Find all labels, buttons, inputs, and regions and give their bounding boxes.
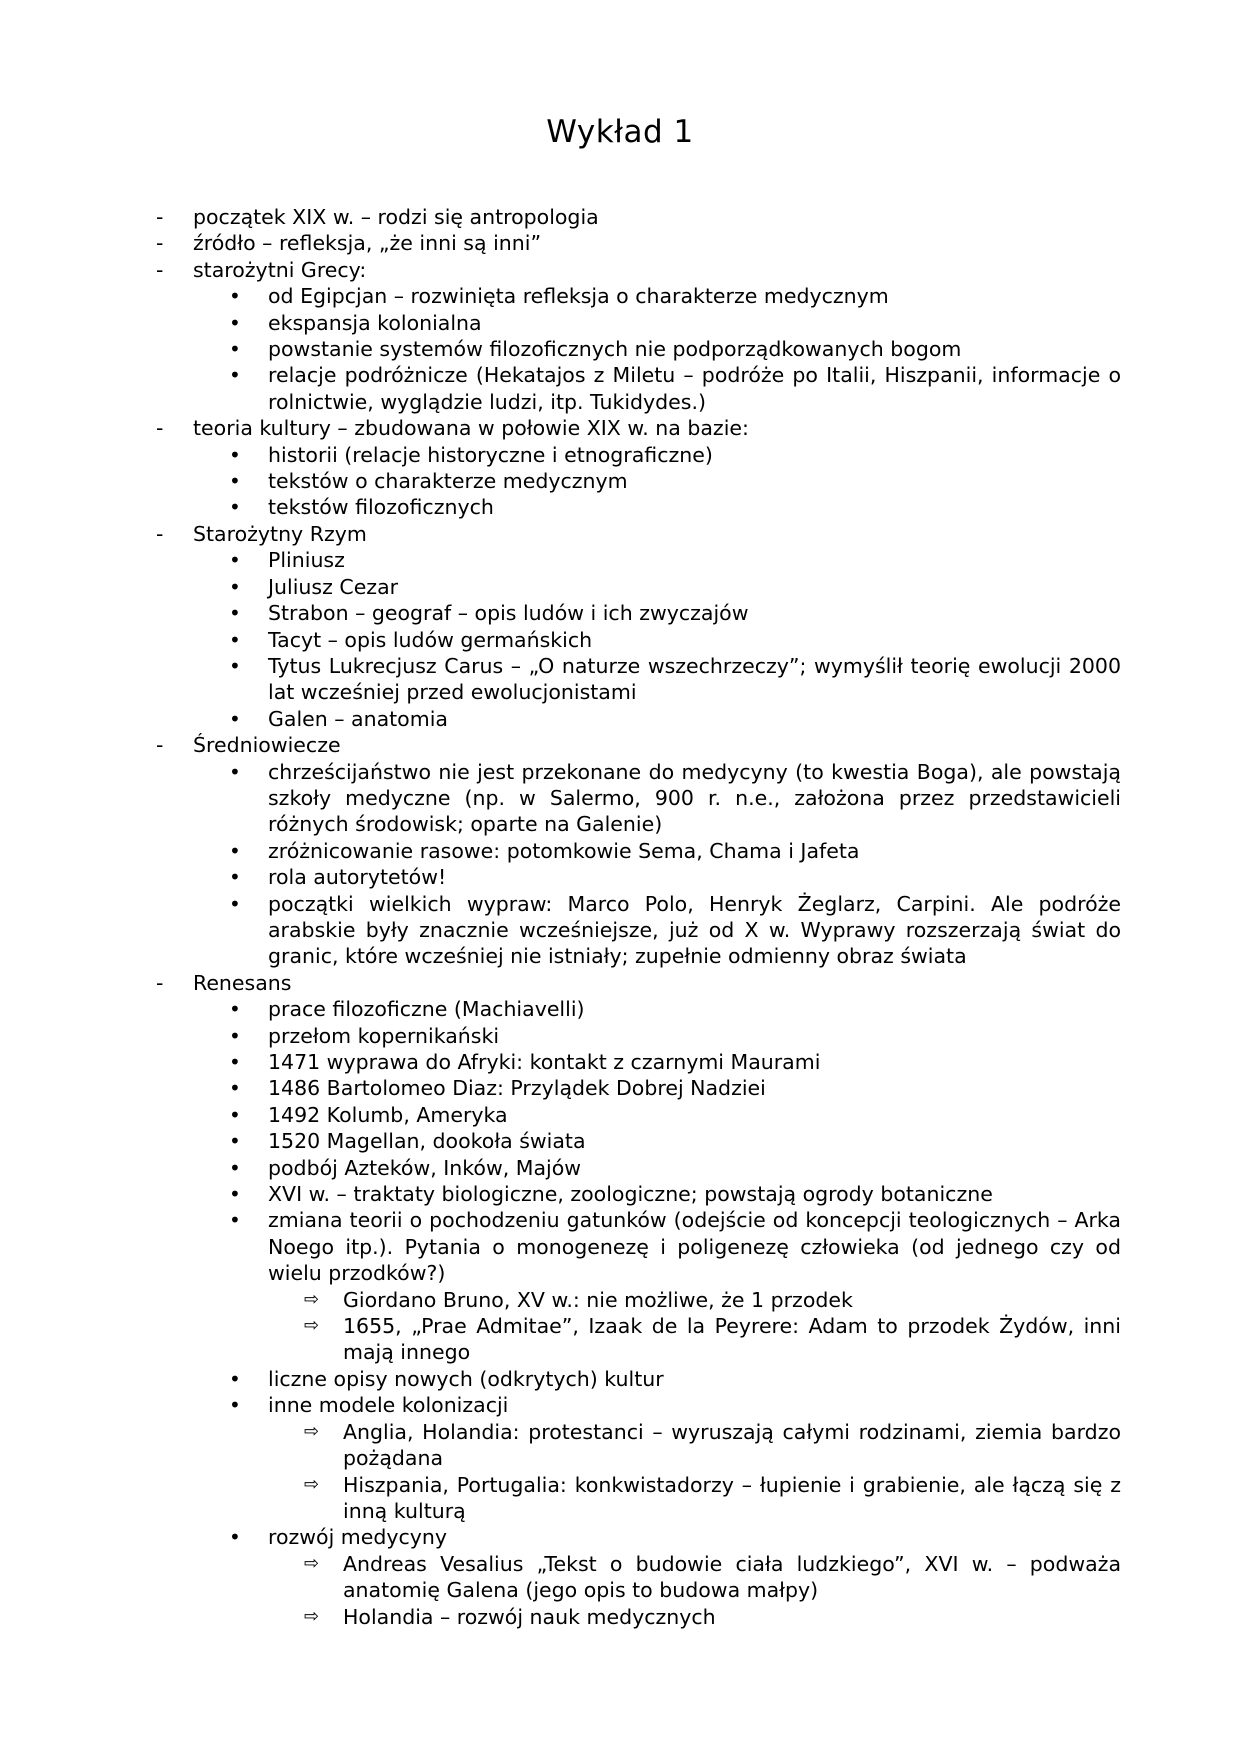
- dot-bullet-icon: •: [229, 759, 241, 784]
- dot-bullet-icon: •: [229, 1023, 241, 1048]
- outline-item-level-0: [0, 204, 1240, 230]
- dash-bullet-icon: -: [156, 205, 164, 229]
- outline-item-text: podbój Azteków, Inków, Majów: [268, 1155, 582, 1180]
- outline-item-text: początek XIX w. – rodzi się antropologia: [193, 205, 599, 229]
- outline-list: [0, 204, 1240, 1630]
- outline-item-level-1: [0, 1102, 1240, 1128]
- dot-bullet-icon: •: [229, 1076, 241, 1101]
- dash-bullet-icon: -: [156, 733, 164, 758]
- outline-item-level-0: [0, 230, 1240, 256]
- arrow-bullet-icon: ⇨: [304, 1552, 320, 1574]
- outline-item-level-1: [0, 627, 1240, 653]
- dot-bullet-icon: •: [229, 1393, 241, 1418]
- dot-bullet-icon: •: [229, 1182, 241, 1207]
- outline-item-level-2: [0, 1287, 1240, 1313]
- outline-item-text: Renesans: [193, 970, 292, 995]
- outline-item-text: ekspansja kolonialna: [268, 310, 482, 335]
- outline-item-text: Pliniusz: [268, 548, 345, 573]
- outline-item-level-1: [0, 653, 1240, 706]
- dot-bullet-icon: •: [229, 865, 241, 890]
- dot-bullet-icon: •: [229, 1050, 241, 1074]
- dot-bullet-icon: •: [229, 337, 241, 362]
- outline-item-level-1: [0, 996, 1240, 1022]
- outline-item-level-2: [0, 1313, 1240, 1366]
- outline-item-text: Starożytny Rzym: [193, 521, 367, 546]
- dot-bullet-icon: •: [229, 1102, 241, 1127]
- outline-item-text: zmiana teorii o pochodzeniu gatunków (odejście od koncepcji teologicznych – Arka Noego itp.). Pytania o monogenezę i poligenezę człowieka (od jednego czy od wielu przodków?): [268, 1208, 1121, 1286]
- outline-item-text: Tytus Lukrecjusz Carus – „O naturze wszechrzeczy”; wymyślił teorię ewolucji 2000 lat wcześniej przed ewolucjonistami: [268, 653, 1121, 705]
- outline-item-level-2: [0, 1419, 1240, 1472]
- dot-bullet-icon: •: [229, 1525, 241, 1550]
- outline-item-text: rola autorytetów!: [268, 865, 447, 890]
- arrow-bullet-icon: ⇨: [304, 1473, 320, 1495]
- outline-item-text: prace filozoficzne (Machiavelli): [268, 997, 585, 1022]
- outline-item-text: starożytni Grecy:: [193, 257, 367, 282]
- dot-bullet-icon: •: [229, 469, 241, 494]
- arrow-bullet-icon: ⇨: [304, 1315, 320, 1337]
- dash-bullet-icon: -: [156, 970, 164, 995]
- outline-item-level-1: [0, 468, 1240, 494]
- arrow-bullet-icon: ⇨: [304, 1288, 320, 1310]
- arrow-bullet-icon: ⇨: [304, 1420, 320, 1442]
- outline-item-text: liczne opisy nowych (odkrytych) kultur: [268, 1366, 664, 1391]
- outline-item-text: inne modele kolonizacji: [268, 1393, 509, 1418]
- dot-bullet-icon: •: [229, 548, 241, 573]
- outline-item-level-1: [0, 838, 1240, 864]
- dot-bullet-icon: •: [229, 838, 241, 863]
- dot-bullet-icon: •: [229, 997, 241, 1022]
- outline-item-level-1: [0, 283, 1240, 309]
- outline-item-text: od Egipcjan – rozwinięta refleksja o charakterze medycznym: [268, 284, 889, 309]
- dot-bullet-icon: •: [229, 1208, 241, 1233]
- dash-bullet-icon: -: [156, 231, 164, 256]
- outline-item-level-1: [0, 1524, 1240, 1550]
- outline-item-level-1: [0, 310, 1240, 336]
- outline-item-level-0: [0, 415, 1240, 441]
- outline-item-text: Giordano Bruno, XV w.: nie możliwe, że 1 przodek: [343, 1287, 853, 1312]
- dash-bullet-icon: -: [156, 257, 164, 282]
- dot-bullet-icon: •: [229, 1155, 241, 1180]
- outline-item-text: Anglia, Holandia: protestanci – wyruszają całymi rodzinami, ziemia bardzo pożądana: [343, 1419, 1121, 1471]
- outline-item-text: źródło – refleksja, „że inni są inni”: [193, 231, 542, 256]
- dash-bullet-icon: -: [156, 416, 164, 441]
- dot-bullet-icon: •: [229, 706, 241, 731]
- dot-bullet-icon: •: [229, 495, 241, 520]
- outline-item-text: powstanie systemów filozoficznych nie podporządkowanych bogom: [268, 337, 962, 362]
- outline-item-level-1: [0, 1181, 1240, 1207]
- dot-bullet-icon: •: [229, 653, 241, 678]
- outline-item-text: Galen – anatomia: [268, 706, 448, 731]
- outline-item-text: Średniowiecze: [193, 733, 341, 758]
- outline-item-text: Hiszpania, Portugalia: konkwistadorzy – łupienie i grabienie, ale łączą się z inną kulturą: [343, 1472, 1121, 1523]
- dot-bullet-icon: •: [229, 1129, 241, 1154]
- outline-item-level-1: [0, 1128, 1240, 1154]
- outline-item-level-0: [0, 521, 1240, 547]
- outline-item-level-1: [0, 574, 1240, 600]
- outline-item-level-1: [0, 362, 1240, 415]
- outline-item-level-0: [0, 970, 1240, 996]
- outline-item-text: 1486 Bartolomeo Diaz: Przylądek Dobrej Nadziei: [268, 1076, 766, 1101]
- outline-item-level-2: [0, 1551, 1240, 1604]
- outline-item-text: tekstów filozoficznych: [268, 495, 494, 520]
- outline-item-level-1: [0, 759, 1240, 838]
- dot-bullet-icon: •: [229, 442, 241, 467]
- outline-item-level-1: [0, 1023, 1240, 1049]
- outline-item-text: Holandia – rozwój nauk medycznych: [343, 1604, 716, 1629]
- outline-item-level-1: [0, 864, 1240, 890]
- outline-item-text: relacje podróżnicze (Hekatajos z Miletu – podróże po Italii, Hiszpanii, informacje o rolnictwie, wyglądzie ludzi, itp. Tukidydes.): [268, 363, 1121, 414]
- outline-item-level-0: [0, 257, 1240, 283]
- outline-item-level-1: [0, 336, 1240, 362]
- outline-item-level-1: [0, 1366, 1240, 1392]
- outline-item-text: XVI w. – traktaty biologiczne, zoologiczne; powstają ogrody botaniczne: [268, 1182, 993, 1207]
- outline-item-text: 1471 wyprawa do Afryki: kontakt z czarnymi Maurami: [268, 1050, 821, 1074]
- outline-item-level-1: [0, 600, 1240, 626]
- outline-item-text: początki wielkich wypraw: Marco Polo, Henryk Żeglarz, Carpini. Ale podróże arabskie były znacznie wcześniejsze, już od X w. Wyprawy rozszerzają świat do granic, które wcześniej nie istniały; zupełnie odmienny obraz świata: [268, 891, 1121, 969]
- outline-item-text: chrześcijaństwo nie jest przekonane do medycyny (to kwestia Boga), ale powstają szkoły medyczne (np. w Salermo, 900 r. n.e., założona przez przedstawicieli różnych środowisk; oparte na Galenie): [268, 759, 1121, 837]
- arrow-bullet-icon: ⇨: [304, 1605, 320, 1627]
- dot-bullet-icon: •: [229, 310, 241, 335]
- outline-item-level-1: [0, 1155, 1240, 1181]
- dot-bullet-icon: •: [229, 574, 241, 599]
- outline-item-text: Juliusz Cezar: [268, 574, 399, 599]
- outline-item-level-1: [0, 891, 1240, 970]
- outline-item-level-1: [0, 1049, 1240, 1075]
- outline-item-text: tekstów o charakterze medycznym: [268, 469, 628, 494]
- outline-item-text: 1520 Magellan, dookoła świata: [268, 1129, 586, 1154]
- outline-item-text: rozwój medycyny: [268, 1525, 448, 1550]
- outline-item-text: teoria kultury – zbudowana w połowie XIX w. na bazie:: [193, 416, 749, 441]
- outline-item-text: Andreas Vesalius „Tekst o budowie ciała ludzkiego”, XVI w. – podważa anatomię Galena (jego opis to budowa małpy): [343, 1551, 1121, 1603]
- outline-item-level-1: [0, 547, 1240, 573]
- outline-item-level-2: [0, 1472, 1240, 1525]
- outline-item-level-1: [0, 706, 1240, 732]
- outline-item-text: 1655, „Prae Admitae”, Izaak de la Peyrere: Adam to przodek Żydów, inni mają innego: [343, 1314, 1121, 1365]
- outline-item-level-1: [0, 442, 1240, 468]
- dot-bullet-icon: •: [229, 1366, 241, 1391]
- outline-item-level-0: [0, 732, 1240, 758]
- dot-bullet-icon: •: [229, 601, 241, 626]
- document-title: Wykład 1: [546, 114, 694, 150]
- outline-item-text: Strabon – geograf – opis ludów i ich zwyczajów: [268, 601, 749, 626]
- outline-item-text: przełom kopernikański: [268, 1023, 500, 1048]
- outline-item-text: 1492 Kolumb, Ameryka: [268, 1102, 508, 1127]
- outline-item-level-1: [0, 1207, 1240, 1286]
- outline-item-level-1: [0, 1392, 1240, 1418]
- outline-item-text: zróżnicowanie rasowe: potomkowie Sema, Chama i Jafeta: [268, 838, 860, 863]
- outline-item-text: historii (relacje historyczne i etnograficzne): [268, 442, 713, 467]
- dot-bullet-icon: •: [229, 891, 241, 916]
- outline-item-text: Tacyt – opis ludów germańskich: [268, 627, 593, 652]
- outline-item-level-2: [0, 1604, 1240, 1630]
- outline-item-level-1: [0, 1075, 1240, 1101]
- outline-item-level-1: [0, 494, 1240, 520]
- dot-bullet-icon: •: [229, 363, 241, 388]
- dash-bullet-icon: -: [156, 521, 164, 546]
- dot-bullet-icon: •: [229, 284, 241, 309]
- dot-bullet-icon: •: [229, 627, 241, 652]
